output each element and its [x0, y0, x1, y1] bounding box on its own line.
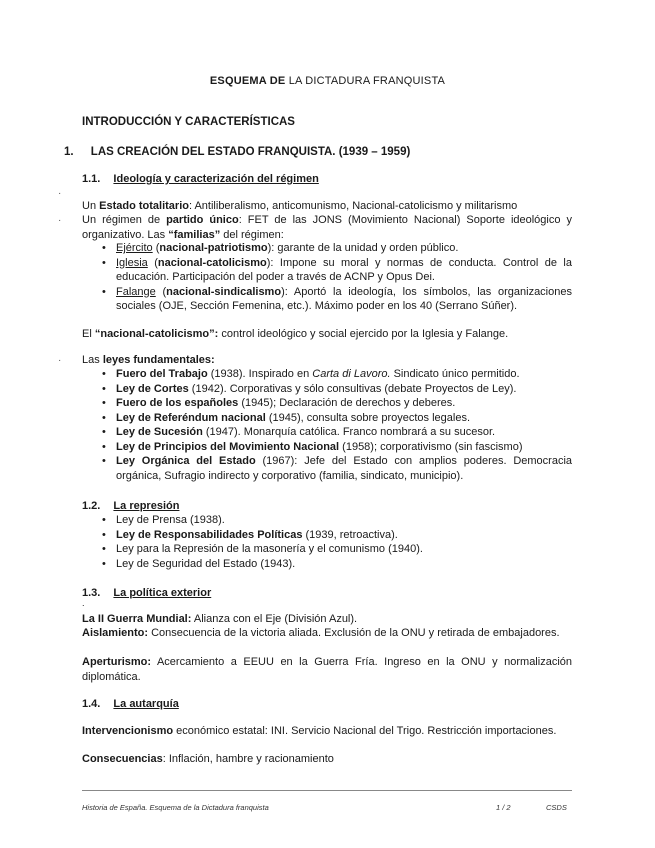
bold-run: Aperturismo:: [82, 656, 152, 668]
family-name: Falange: [116, 285, 156, 298]
ley-text: Monarquía católica. Franco nombrará a su sucesor.: [243, 426, 496, 438]
family-text: : Aportó la ideología, los símbolos, las organizaciones sociales (OJE, Sección Femenina, etc.). Máximo poder en los 40 (Serrano Súñer).: [116, 285, 572, 312]
text-run: del régimen:: [223, 228, 284, 241]
family-name: Ejército: [116, 242, 153, 254]
text-run: Consecuencia de la victoria aliada. Exclusión de la ONU y retirada de embajadores.: [151, 627, 560, 639]
family-name: Iglesia: [116, 256, 148, 269]
ley-name: Ley de Cortes: [116, 382, 189, 395]
para-partido-unico: [82, 213, 572, 242]
dot-line: .: [82, 598, 85, 608]
item-bold: Ley de Responsabilidades Políticas: [116, 528, 303, 541]
text-run: : FET de las JONS (Movimiento Nacional) Soporte ideológico y organizativo. Las: [82, 214, 572, 241]
list-item-ley-principios: [102, 440, 572, 455]
subsection-1-2-label: La represión: [113, 500, 180, 512]
item-text: Ley de Seguridad del Estado (1943).: [116, 557, 296, 570]
ley-italic: Carta di Lavoro.: [312, 368, 391, 380]
ley-name: Ley de Principios del Movimiento Nacional: [116, 440, 340, 453]
list-item-ley-prensa: [102, 513, 572, 528]
subsection-1-1-number: 1.1.: [82, 173, 101, 185]
item-text: (1939, retroactiva).: [302, 528, 398, 541]
para-estado-totalitario: [82, 199, 572, 214]
section-1-heading: [64, 145, 410, 160]
list-item-ley-seguridad: [102, 557, 572, 572]
bold-run: leyes fundamentales:: [102, 354, 215, 366]
ley-year: (1945),: [265, 411, 307, 424]
subsection-1-2-number: 1.2.: [82, 500, 101, 512]
section-1-number: 1.: [64, 146, 74, 158]
title-rest: LA DICTADURA FRANQUISTA: [288, 75, 446, 87]
ley-text: consulta sobre proyectos legales.: [306, 411, 470, 424]
ley-name: Ley de Referéndum nacional: [116, 411, 266, 424]
bold-run: “nacional-catolicismo”:: [94, 328, 219, 340]
family-tag: nacional-patriotismo: [159, 242, 268, 254]
family-text: : garante de la unidad y orden público.: [271, 242, 459, 254]
section-1-label: LAS CREACIÓN DEL ESTADO FRANQUISTA. (1939 – 1959): [90, 146, 411, 158]
item-text: Ley de Prensa (1938).: [116, 514, 225, 526]
list-item-ejercito: • Ejército (nacional-patriotismo): garante de la unidad y orden público.: [102, 241, 572, 256]
bold-run: partido único: [166, 214, 239, 226]
bold-run: Consecuencias: [82, 753, 163, 765]
footer-author: CSDS: [546, 803, 567, 812]
ley-year: (1958);: [339, 440, 381, 453]
list-item-ley-sucesion: [102, 425, 572, 440]
bold-run: La II Guerra Mundial:: [82, 613, 192, 625]
list-item-ley-organica: [102, 454, 572, 483]
family-tag: nacional-sindicalismo: [166, 285, 282, 298]
subsection-1-2-heading: [82, 499, 179, 514]
ley-year: (1938). Inspirado en: [207, 368, 313, 380]
footer-page-number: 1 / 2: [496, 803, 511, 812]
represion-list: [102, 513, 572, 571]
title-bold: ESQUEMA DE: [209, 75, 286, 87]
ley-name: Fuero de los españoles: [116, 397, 239, 409]
family-text: : Impone su moral y normas de conducta. Control de la educación. Participación del poder a través de ACNP y Opus Dei.: [116, 256, 572, 283]
para-aperturismo: [82, 655, 572, 684]
ley-year: (1942).: [188, 382, 230, 395]
ley-year: (1945);: [238, 397, 280, 409]
list-item-ley-cortes: [102, 382, 572, 397]
ley-text: corporativismo (sin fascismo): [380, 440, 523, 453]
text-run: control ideológico y social ejercido por la Iglesia y Falange.: [221, 328, 509, 340]
margin-dot: ·: [58, 215, 62, 226]
para-nacional-catolicismo: [82, 327, 572, 342]
text-run: económico estatal: INI. Servicio Nacional del Trigo. Restricción importaciones.: [176, 725, 557, 737]
list-item-ley-responsabilidades: [102, 528, 572, 543]
bold-run: Intervencionismo: [82, 725, 174, 737]
document-title: [0, 74, 655, 89]
margin-dot: ·: [58, 355, 62, 366]
footer-text: Historia de España. Esquema de la Dictadura franquista: [82, 803, 269, 812]
subsection-1-4-heading: [82, 697, 179, 712]
text-run: Alianza con el Eje (División Azul).: [193, 613, 358, 625]
text-run: : Inflación, hambre y racionamiento: [162, 753, 334, 765]
footer-divider: [82, 790, 572, 791]
subsection-1-4-label: La autarquía: [113, 698, 179, 710]
ley-name: Ley Orgánica del Estado: [116, 455, 256, 467]
text-run: Acercamiento a EEUU en la Guerra Fría. Ingreso en la ONU y normalización diplomática.: [82, 656, 572, 683]
subsection-1-3-label: La política exterior: [113, 587, 212, 599]
ley-name: Fuero del Trabajo: [116, 368, 208, 380]
bold-run: Aislamiento:: [82, 627, 149, 639]
para-guerra-mundial: [82, 612, 572, 627]
ley-text: Sindicato único permitido.: [390, 368, 520, 380]
ley-text: Jefe del Estado con amplios poderes. Democracia orgánica, Sufragio indirecto y corporativo (familia, sindicato, municipio).: [116, 455, 573, 482]
list-item-iglesia: • Iglesia (nacional-catolicismo): Impone su moral y normas de conducta. Control de la educación. Participación del poder a través de ACNP y Opus Dei.: [102, 256, 572, 285]
ley-name: Ley de Sucesión: [116, 426, 203, 438]
bold-run: “familias”: [168, 228, 221, 241]
para-aislamiento: [82, 626, 572, 641]
list-item-falange: • Falange (nacional-sindicalismo): Aportó la ideología, los símbolos, las organizaciones sociales (OJE, Sección Femenina, etc.). Máximo poder en los 40 (Serrano Súñer).: [102, 285, 572, 314]
ley-text: Declaración de derechos y deberes.: [279, 397, 456, 409]
list-item-fuero-trabajo: [102, 367, 572, 382]
subsection-1-1-label: Ideología y caracterización del régimen: [113, 173, 319, 185]
text-run: Un: [82, 200, 97, 212]
leyes-list: [102, 367, 572, 483]
text-run: : Antiliberalismo, anticomunismo, Nacional-catolicismo y militarismo: [188, 200, 518, 212]
leyes-heading: [82, 353, 572, 368]
list-item-ley-referendum: [102, 411, 572, 426]
text-run: El: [82, 328, 92, 340]
family-tag: nacional-catolicismo: [157, 256, 267, 269]
margin-dot: ·: [58, 188, 62, 199]
ley-year: (1967):: [255, 455, 305, 467]
list-item-ley-masoneria: [102, 542, 572, 557]
para-intervencionismo: [82, 724, 572, 739]
item-text: Ley para la Represión de la masonería y el comunismo (1940).: [116, 543, 423, 555]
ley-text: Corporativas y sólo consultivas (debate Proyectos de Ley).: [229, 382, 517, 395]
familias-list: [102, 241, 572, 314]
subsection-1-4-number: 1.4.: [82, 698, 101, 710]
subsection-1-3-number: 1.3.: [82, 587, 101, 599]
ley-year: (1947).: [202, 426, 244, 438]
bold-run: Estado totalitario: [99, 200, 189, 212]
text-run: Un régimen de: [82, 214, 161, 226]
intro-heading: INTRODUCCIÓN Y CARACTERÍSTICAS: [82, 116, 295, 128]
subsection-1-1-heading: [82, 172, 319, 187]
para-consecuencias: [82, 752, 572, 767]
text-run: Las: [82, 354, 100, 366]
list-item-fuero-espanoles: [102, 396, 572, 411]
